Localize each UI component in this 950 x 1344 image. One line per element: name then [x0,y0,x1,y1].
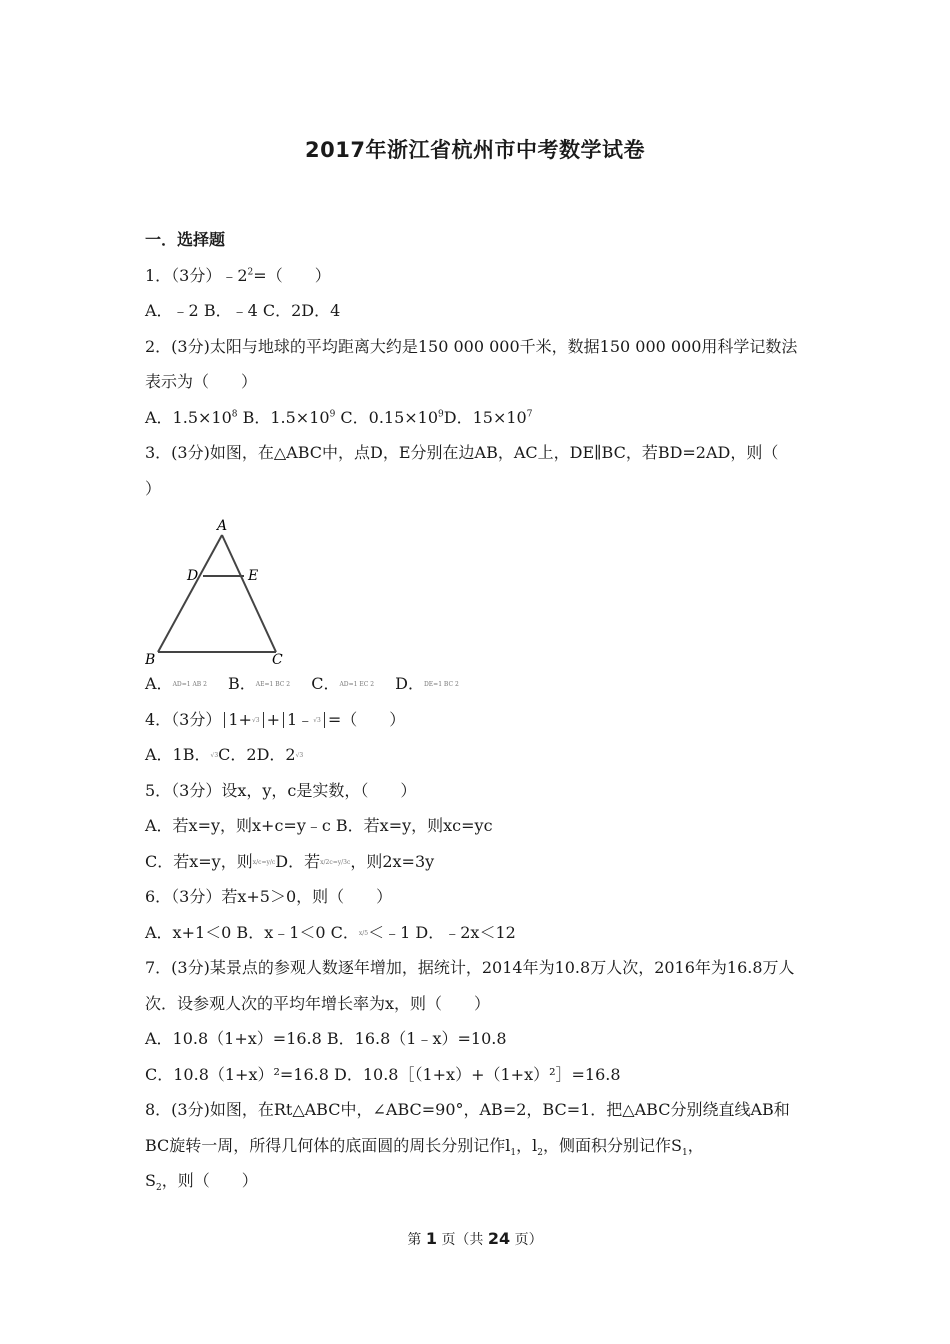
question-7-stem: 7．(3分)某景点的参观人数逐年增加，据统计，2014年为10.8万人次，2016年为16.8万人次．设参观人次的平均年增长率为x，则（ ） [145,958,795,1013]
question-3-stem: 3．(3分)如图，在△ABC中，点D，E分别在边AB，AC上，DE∥BC，若BD=2AD，则（ ） [145,443,779,498]
label-d: D [187,568,199,584]
page-total: 24 [487,1229,511,1248]
question-5-options-row1: A．若x=y，则x+c=y﹣c B．若x=y，则xc=yc [145,816,493,835]
triangle-figure [145,506,810,666]
fraction-b: AE=1 BC 2 [255,680,291,688]
page-footer: 第 1 页（共 24 页） [407,1229,543,1248]
fraction-d: DE=1 BC 2 [423,680,459,688]
question-5-options-row2: C．若x=y，则x/c=y/cD．若x/2c=y/3c，则2x=3y [145,851,435,871]
question-4-options: A．1B．√3C．2D．2√3 [145,745,304,764]
side-ac [222,535,276,652]
label-c: C [272,652,283,666]
triangle-diagram [145,506,305,666]
question-3-options: A．AD=1 AB 2 B．AE=1 BC 2 C．AD=1 EC 2 D．DE=1 BC 2 [145,674,459,693]
question-2-options: A．$1.5\times 10^8$ B．$1.5\times 10^9$ C．$0.15\times 10^9D$．$15\times 10^7$ [145,407,533,427]
document-title: 2017年浙江省杭州市中考数学试卷 [305,138,645,162]
label-b: B [145,652,156,666]
side-ab [158,535,222,652]
question-4-stem: 4．（3分） 1+√3 + 1﹣√3 =（ ） [145,709,406,729]
question-7-options-row1: A．10.8（1+x）=16.8 B．16.8（1﹣x）=10.8 [145,1029,507,1048]
label-a: A [217,518,228,534]
question-7-options-row2: C．10.8（1+x）²=16.8 D．10.8［（1+x）+（1+x）²］=16.8 [145,1064,621,1084]
fraction-a: AD=1 AB 2 [172,680,207,688]
section-heading: 一．选择题 [145,230,226,249]
page-number: 1 [425,1229,437,1248]
question-6-stem: 6．（3分）若x+5＞0，则（ ） [145,887,393,906]
question-1-options: A．﹣2 B．﹣4 C．2D．4 [145,301,341,320]
question-8-stem: 8．(3分)如图，在Rt△ABC中，∠ABC=90°，AB=2，BC=1．把△ABC分别绕直线AB和BC旋转一周，所得几何体的底面圆的周长分别记作$l_1$，$l_2$，侧面积分别记作$S_1$，$S_2$，则（ ） [145,1100,790,1194]
question-6-options: A．x+1＜0 B．x﹣1＜0 C．x/5＜﹣1 D．﹣2x＜12 [145,922,516,942]
question-2-stem: 2．(3分)太阳与地球的平均距离大约是150 000 000千米，数据150 000 000用科学记数法表示为（ ） [145,336,798,391]
label-e: E [248,568,259,584]
fraction-c: AD=1 EC 2 [339,680,375,688]
question-5-stem: 5．（3分）设x，y，c是实数，（ ） [145,780,417,800]
question-1-stem: 1．（3分）$﹣2^2=$（ ） [145,265,331,285]
question-list [145,222,810,1199]
